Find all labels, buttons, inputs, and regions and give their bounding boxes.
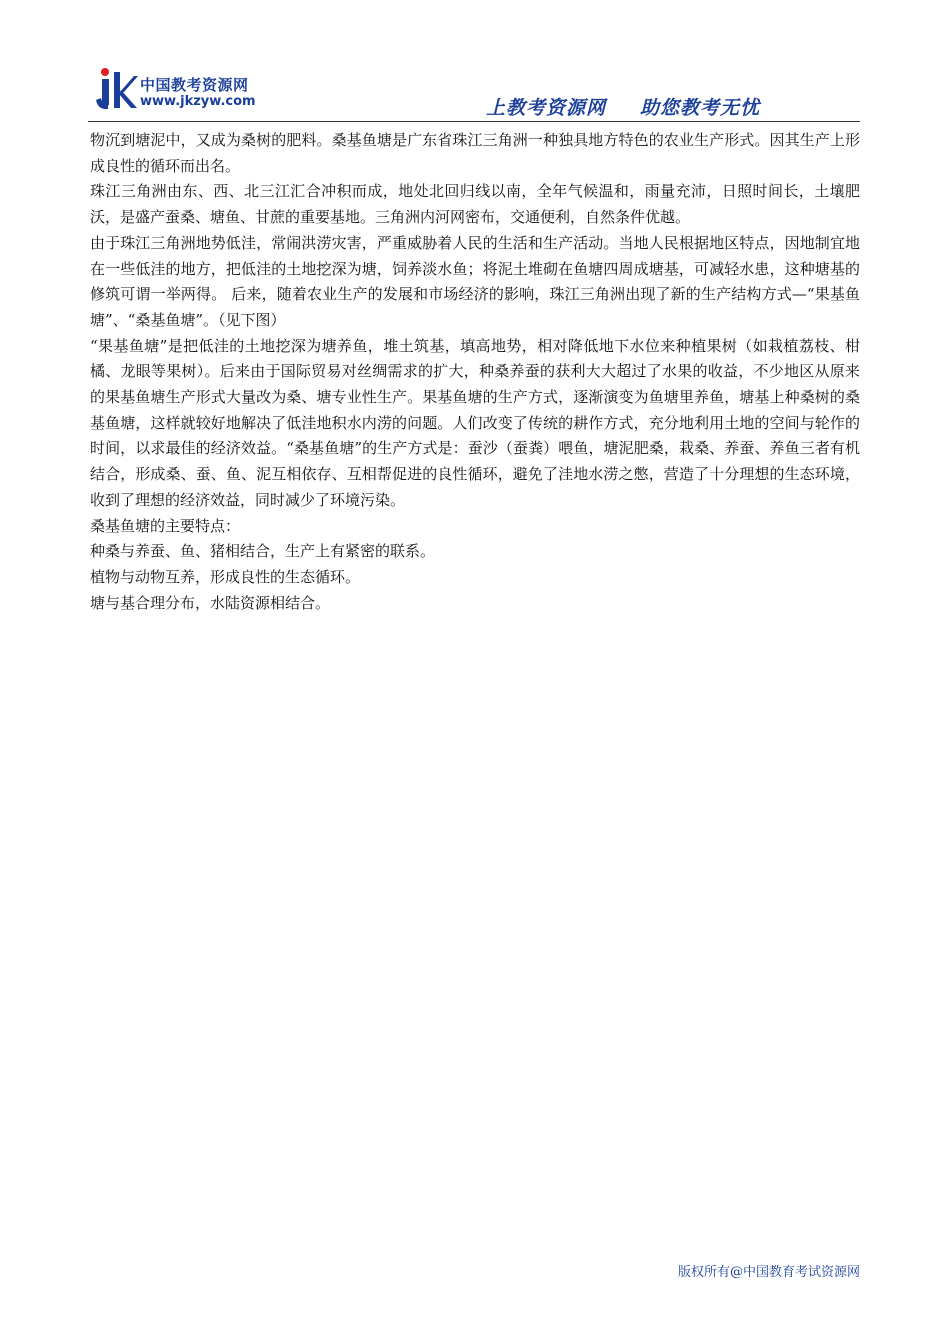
feature-item: 植物与动物互养，形成良性的生态循环。 (90, 567, 361, 586)
footer-copyright: 版权所有@中国教育考试资源网 (677, 1265, 860, 1280)
jk-logo-icon (94, 66, 138, 114)
slogan-right: 助您教考无忧 (640, 97, 761, 119)
features-heading: 桑基鱼塘的主要特点： (90, 516, 241, 535)
header-divider (88, 121, 860, 122)
document-body (90, 128, 860, 616)
header-slogan (486, 93, 760, 120)
logo-site-name: 中国教考资源网 (140, 76, 249, 94)
logo-url: www.jkzyw.com (140, 94, 256, 109)
feature-item: 塘与基合理分布，水陆资源相结合。 (90, 593, 331, 612)
paragraph: 由于珠江三角洲地势低洼，常闹洪涝灾害，严重威胁着人民的生活和生产活动。当地人民根据地区特点，因地制宜地在一些低洼的地方，把低洼的土地挖深为塘，饲养淡水鱼；将泥土堆砌在鱼塘四周成塘基，可减轻水患，这种塘基的修筑可谓一举两得。 后来，随着农业生产的发展和市场经济的影响，珠江三角洲出现了新的生产结构方式—“果基鱼塘”、“桑基鱼塘”。（见下图） (90, 233, 860, 329)
page-header (88, 62, 860, 122)
slogan-left: 上教考资源网 (486, 97, 607, 119)
feature-item: 种桑与养蚕、鱼、猪相结合，生产上有紧密的联系。 (90, 542, 436, 561)
paragraph: “果基鱼塘”是把低洼的土地挖深为塘养鱼，堆土筑基，填高地势，相对降低地下水位来种植果树（如栽植荔枝、柑橘、龙眼等果树）。后来由于国际贸易对丝绸需求的扩大，种桑养蚕的获利大大超过了水果的收益，不少地区从原来的果基鱼塘生产形式大量改为桑、塘专业性生产。果基鱼塘的生产方式，逐渐演变为鱼塘里养鱼，塘基上种桑树的桑基鱼塘，这样就较好地解决了低洼地积水内涝的问题。人们改变了传统的耕作方式，充分地利用土地的空间与轮作的时间，以求最佳的经济效益。“桑基鱼塘”的生产方式是：蚕沙（蚕粪）喂鱼，塘泥肥桑，栽桑、养蚕、养鱼三者有机结合，形成桑、蚕、鱼、泥互相依存、互相帮促进的良性循环，避免了洼地水涝之憋，营造了十分理想的生态环境，收到了理想的经济效益，同时减少了环境污染。 (90, 336, 860, 509)
paragraph: 物沉到塘泥中，又成为桑树的肥料。桑基鱼塘是广东省珠江三角洲一种独具地方特色的农业生产形式。因其生产上形成良性的循环而出名。 (90, 131, 860, 175)
paragraph: 珠江三角洲由东、西、北三江汇合冲积而成，地处北回归线以南，全年气候温和，雨量充沛，日照时间长，土壤肥沃，是盛产蚕桑、塘鱼、甘蔗的重要基地。三角洲内河网密布，交通便利，自然条件优越。 (90, 182, 860, 227)
